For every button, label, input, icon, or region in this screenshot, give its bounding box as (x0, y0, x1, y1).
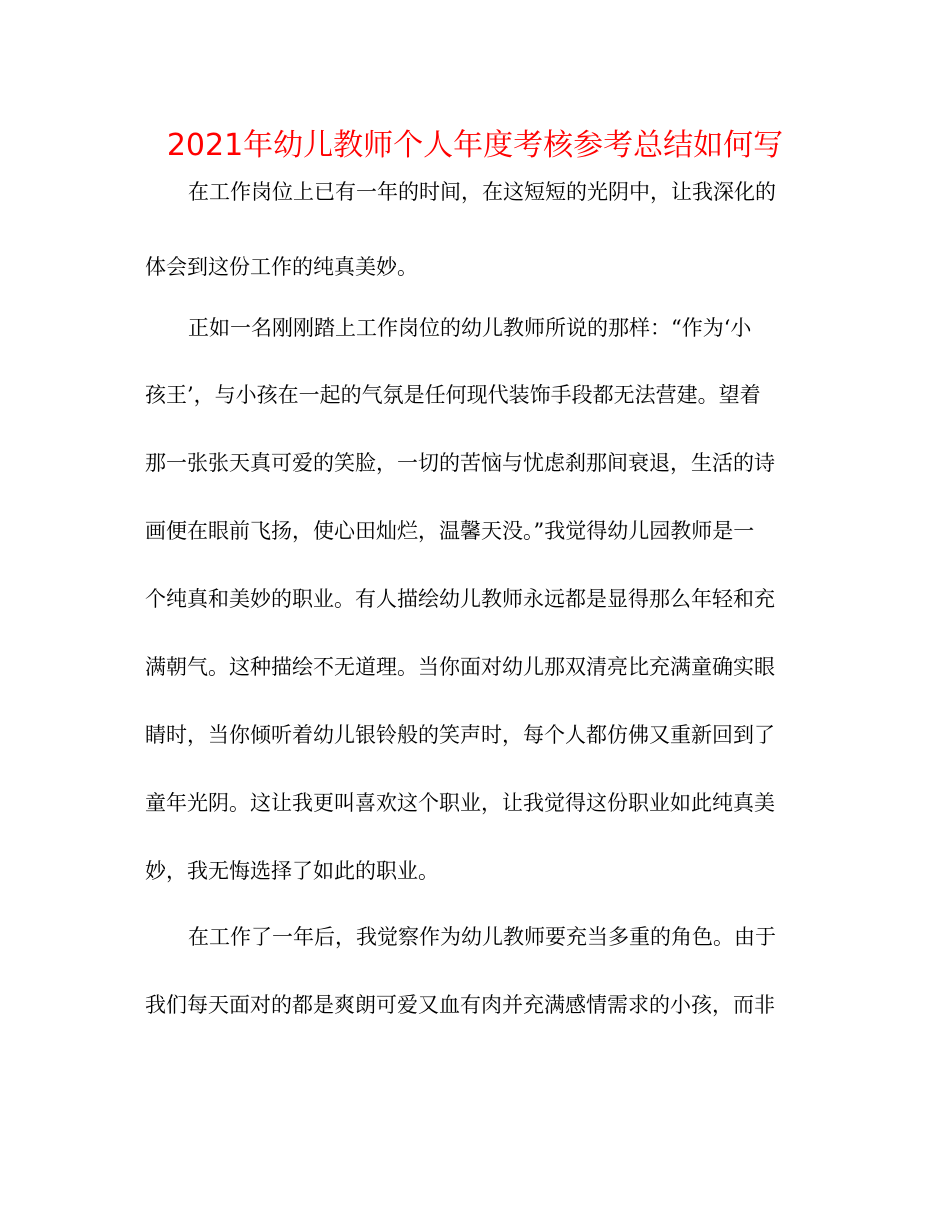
paragraph-2-line-7: 睛时，当你倾听着幼儿银铃般的笑声时，每个人都仿佛又重新回到了 (145, 723, 775, 747)
paragraph-3-line-2: 我们每天面对的都是爽朗可爱又血有肉并充满感情需求的小孩，而非 (145, 993, 775, 1017)
paragraph-2-line-2: 孩王’，与小孩在一起的气氛是任何现代装饰手段都无法营建。望着 (145, 383, 761, 407)
paragraph-2-line-4: 画便在眼前飞扬，使心田灿烂，温馨天没。”我觉得幼儿园教师是一 (145, 519, 755, 543)
paragraph-2-line-9: 妙，我无悔选择了如此的职业。 (145, 859, 439, 883)
paragraph-2-line-1: 正如一名刚刚踏上工作岗位的幼儿教师所说的那样：“作为‘小 (188, 316, 752, 340)
paragraph-3-line-1: 在工作了一年后，我觉察作为幼儿教师要充当多重的角色。由于 (188, 925, 776, 949)
paragraph-2-line-8: 童年光阴。这让我更叫喜欢这个职业，让我觉得这份职业如此纯真美 (145, 791, 775, 815)
paragraph-2-line-5: 个纯真和美妙的职业。有人描绘幼儿教师永远都是显得那么年轻和充 (145, 587, 775, 611)
paragraph-2-line-6: 满朝气。这种描绘不无道理。当你面对幼儿那双清亮比充满童确实眼 (145, 655, 775, 679)
document-title: 2021年幼儿教师个人年度考核参考总结如何写 (166, 128, 784, 163)
paragraph-2-line-3: 那一张张天真可爱的笑脸，一切的苦恼与忧虑刹那间衰退，生活的诗 (145, 451, 775, 475)
paragraph-1-line-2: 体会到这份工作的纯真美妙。 (145, 255, 418, 279)
paragraph-1-line-1: 在工作岗位上已有一年的时间，在这短短的光阴中，让我深化的 (188, 180, 776, 204)
